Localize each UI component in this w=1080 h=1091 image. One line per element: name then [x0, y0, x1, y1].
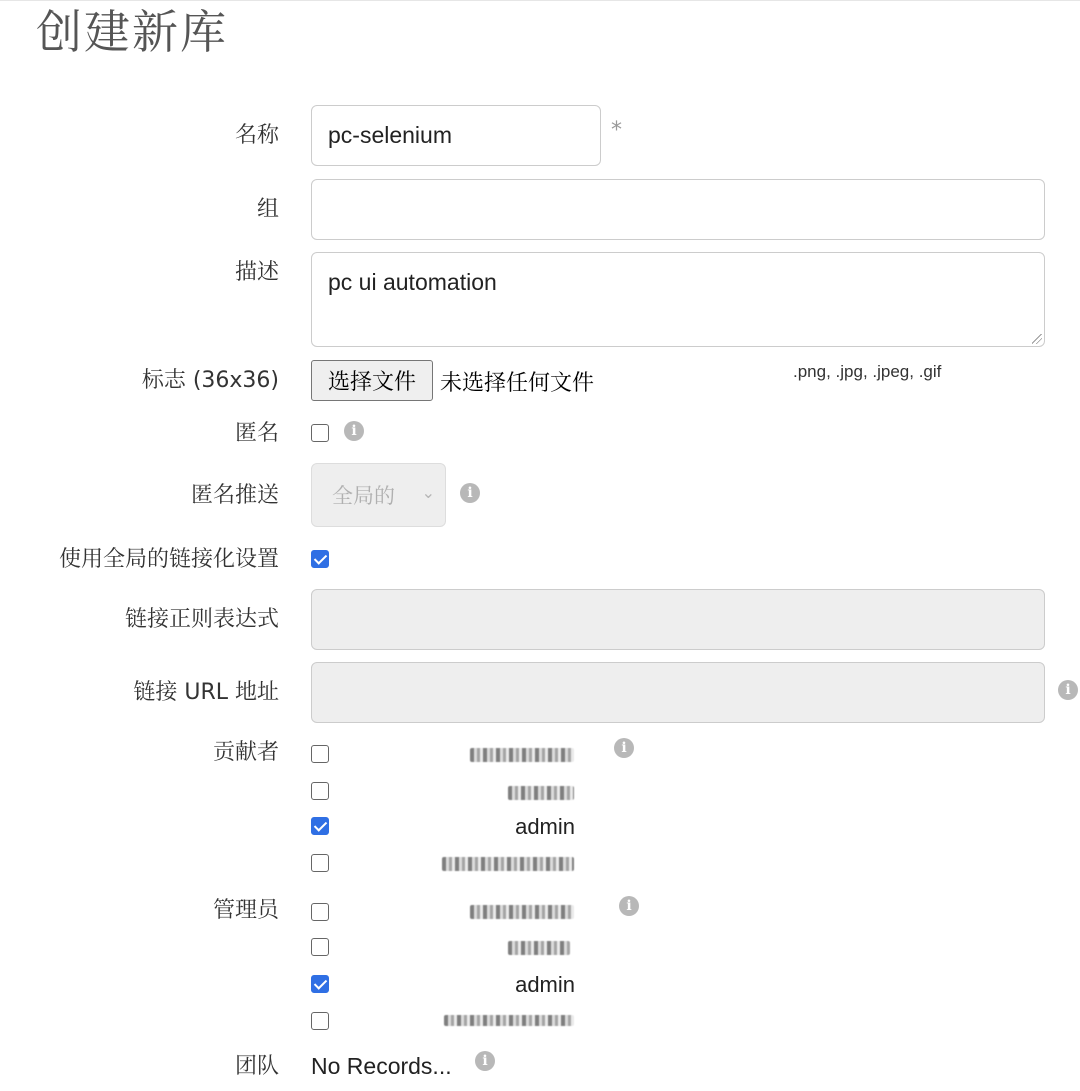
page-title: 创建新库 [36, 5, 228, 59]
info-icon[interactable]: i [614, 738, 634, 758]
info-icon[interactable]: i [460, 483, 480, 503]
redacted-username [442, 857, 574, 871]
description-textarea[interactable] [311, 252, 1045, 347]
team-value: No Records... [311, 1053, 452, 1079]
required-mark: * [611, 118, 622, 143]
info-icon[interactable]: i [475, 1051, 495, 1071]
link-regex-input [311, 589, 1045, 650]
file-type-hint: .png, .jpg, .jpeg, .gif [793, 362, 942, 381]
admin-checkbox[interactable] [311, 1012, 329, 1030]
redacted-username [444, 1015, 574, 1026]
anonymous-label: 匿名 [234, 421, 279, 446]
use-global-link-checkbox[interactable] [311, 550, 329, 568]
redacted-username [508, 786, 574, 800]
description-label: 描述 [234, 260, 279, 285]
link-url-label: 链接 URL 地址 [133, 680, 279, 705]
admin-checkbox[interactable] [311, 938, 329, 956]
link-url-input [311, 662, 1045, 723]
info-icon[interactable]: i [619, 896, 639, 916]
admin-checkbox[interactable] [311, 975, 329, 993]
admin-checkbox[interactable] [311, 903, 329, 921]
top-divider [0, 0, 1080, 1]
contributors-label: 贡献者 [212, 740, 279, 765]
resize-handle[interactable] [1032, 334, 1042, 344]
group-input[interactable] [311, 179, 1045, 240]
name-input[interactable]: pc-selenium [311, 105, 601, 166]
choose-file-button[interactable]: 选择文件 [311, 360, 433, 401]
contributor-name: admin [515, 814, 575, 839]
link-regex-label: 链接正则表达式 [124, 607, 279, 632]
chevron-down-icon: ⌄ [421, 483, 435, 502]
anonymous-push-label: 匿名推送 [190, 483, 279, 508]
admin-name: admin [515, 972, 575, 997]
logo-label: 标志 (36x36) [141, 368, 279, 393]
contributor-checkbox[interactable] [311, 782, 329, 800]
info-icon[interactable]: i [1058, 680, 1078, 700]
anonymous-push-value: 全局的 [332, 484, 395, 508]
admins-label: 管理员 [212, 898, 279, 923]
redacted-username [508, 941, 570, 955]
group-label: 组 [256, 197, 279, 222]
use-global-link-label: 使用全局的链接化设置 [58, 547, 279, 572]
info-icon[interactable]: i [344, 421, 364, 441]
file-status: 未选择任何文件 [440, 371, 595, 396]
name-label: 名称 [234, 123, 279, 148]
redacted-username [470, 748, 574, 762]
description-text: pc ui automation [328, 269, 497, 295]
team-label: 团队 [234, 1054, 279, 1079]
redacted-username [470, 905, 574, 919]
anonymous-push-select [311, 463, 446, 527]
contributor-checkbox[interactable] [311, 745, 329, 763]
anonymous-checkbox[interactable] [311, 424, 329, 442]
contributor-checkbox[interactable] [311, 854, 329, 872]
contributor-checkbox[interactable] [311, 817, 329, 835]
